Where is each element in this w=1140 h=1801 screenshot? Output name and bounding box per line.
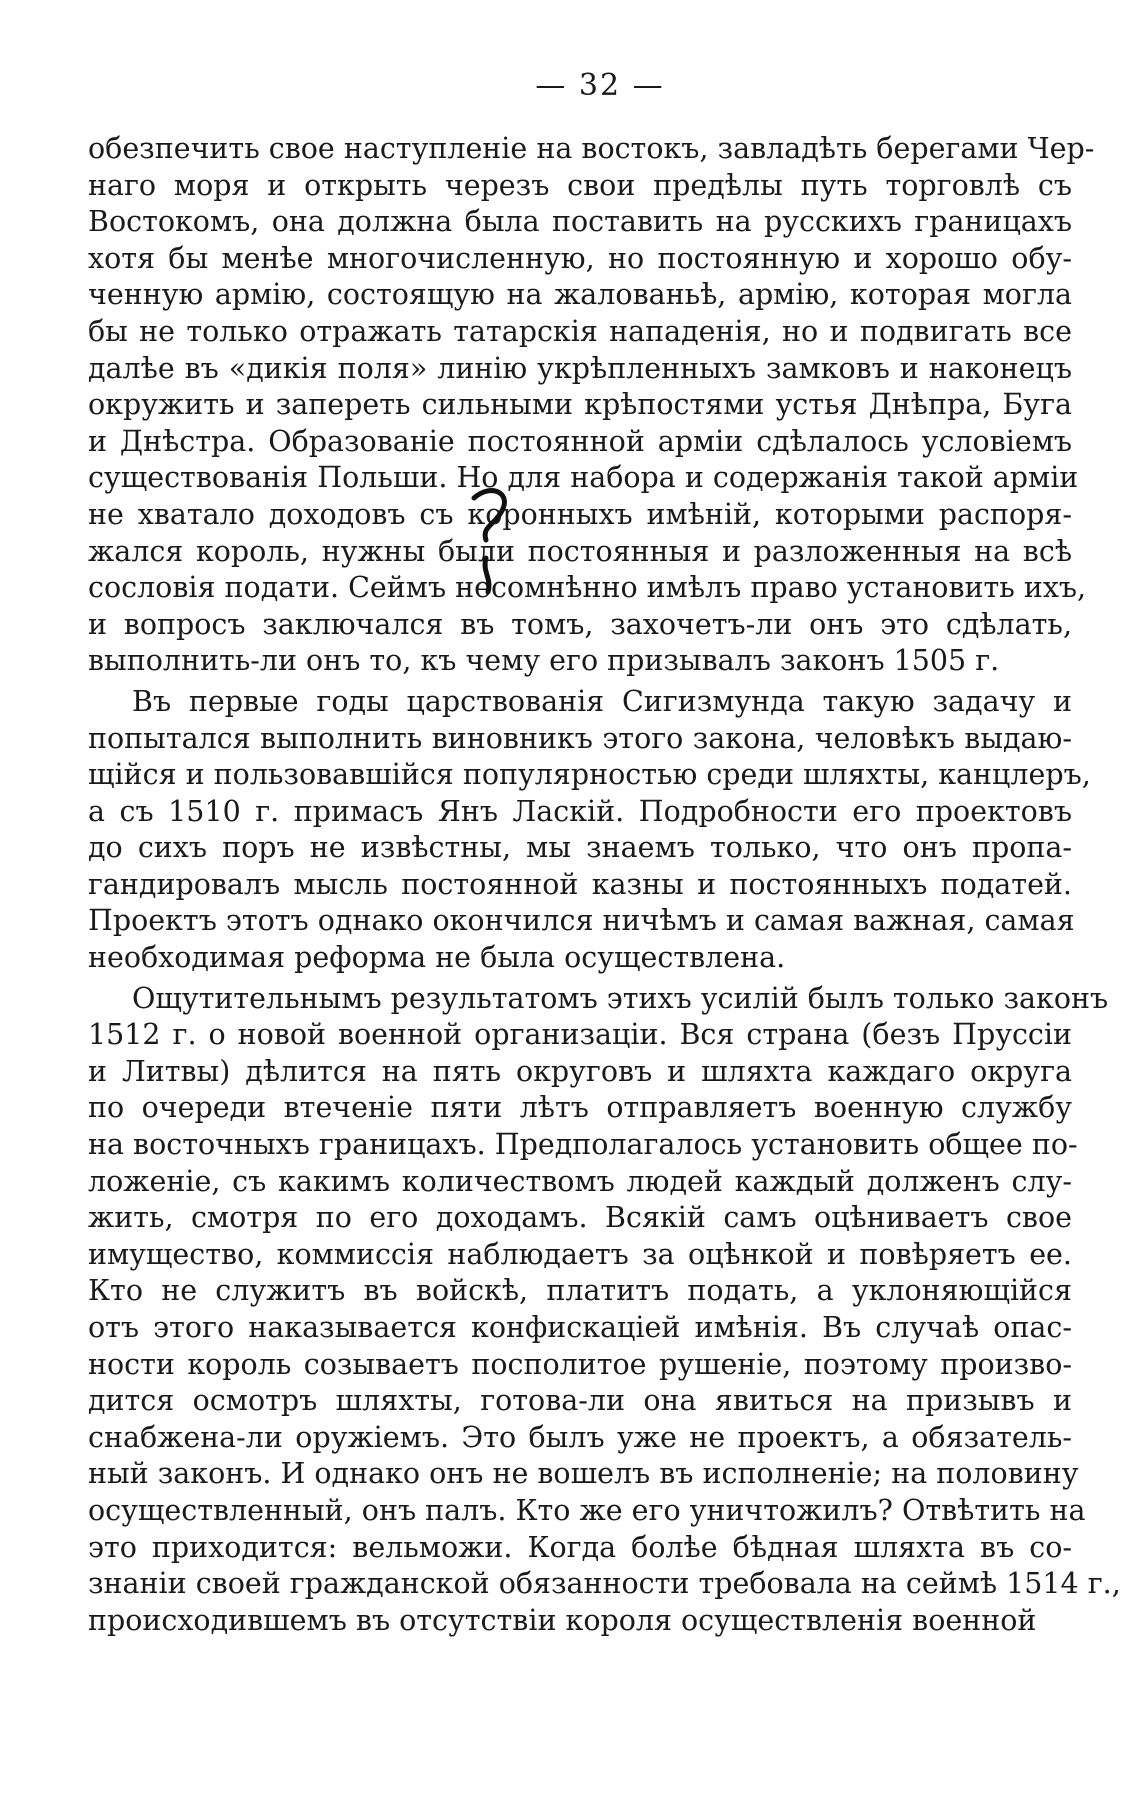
text-line: попытался выполнить виновникъ этого закона, человѣкъ выдаю-	[88, 721, 1072, 755]
text-line: сословія подати. Сеймъ несомнѣнно имѣлъ право установить ихъ,	[88, 571, 1087, 605]
text-line: Въ первые годы царствованія Сигизмунда такую задачу и	[132, 684, 1072, 718]
text-line: отъ этого наказывается конфискаціей имѣнія. Въ случаѣ опас-	[88, 1311, 1072, 1344]
text-line: хотя бы менѣе многочисленную, но постоянную и хорошо обу-	[88, 241, 1072, 275]
paragraph-2	[88, 684, 1091, 977]
text-line: Востокомъ, она должна была поставить на русскихъ границахъ	[88, 205, 1072, 239]
paragraph-1	[88, 131, 1095, 680]
text-line: гандировалъ мысль постоянной казны и постоянныхъ податей.	[88, 867, 1072, 901]
text-line: снабжена-ли оружіемъ. Это былъ уже не проектъ, а обязатель-	[88, 1420, 1072, 1454]
text-line: и Литвы) дѣлится на пять округовъ и шляхта каждаго округа	[88, 1054, 1072, 1088]
text-line: это приходится: вельможи. Когда болѣе бѣдная шляхта въ со-	[88, 1530, 1072, 1564]
text-line: ный законъ. И однако онъ не вошелъ въ исполненіе; на половину	[88, 1457, 1079, 1491]
text-line: до сихъ поръ не извѣстны, мы знаемъ только, что онъ пропа-	[88, 831, 1072, 865]
text-line: Ощутительнымъ результатомъ этихъ усилій былъ только законъ	[132, 981, 1109, 1015]
text-line: бы не только отражать татарскія нападенія, но и подвигать все	[88, 314, 1072, 348]
text-line: ченную армію, состоящую на жалованьѣ, армію, которая могла	[88, 278, 1072, 312]
text-line: 1512 г. о новой военной организаціи. Вся страна (безъ Пруссіи	[88, 1018, 1072, 1052]
text-line: осуществленный, онъ палъ. Кто же его уничтожилъ? Отвѣтить на	[88, 1493, 1086, 1527]
text-line: необходимая реформа не была осуществлена.	[88, 941, 786, 975]
text-line: далѣе въ «дикія поля» линію укрѣпленныхъ замковъ и наконецъ	[88, 351, 1072, 385]
text-line: жался король, нужны были постоянныя и разложенныя на всѣ	[88, 534, 1072, 568]
text-line: ложеніе, съ какимъ количествомъ людей каждый долженъ слу-	[88, 1164, 1072, 1198]
text-line: щійся и пользовавшійся популярностью среди шляхты, канцлеръ,	[88, 758, 1091, 792]
text-line: выполнить-ли онъ то, къ чему его призывалъ законъ 1505 г.	[88, 644, 1000, 678]
text-line: жить, смотря по его доходамъ. Всякій самъ оцѣниваетъ свое	[88, 1201, 1072, 1235]
paragraph-3	[88, 981, 1121, 1640]
text-line: существованія Польши. Но для набора и содержанія такой арміи	[88, 461, 1079, 495]
text-line: обезпечить свое наступленіе на востокъ, завладѣть берегами Чер-	[88, 132, 1095, 165]
text-line: и Днѣстра. Образованіе постоянной арміи сдѣлалось условіемъ	[88, 424, 1072, 458]
text-line: наго моря и открыть черезъ свои предѣлы путь торговлѣ съ	[88, 168, 1072, 202]
text-line: по очереди втеченіе пяти лѣтъ отправляетъ военную службу	[88, 1091, 1072, 1125]
text-line: имущество, коммиссія наблюдаетъ за оцѣнкой и повѣряетъ ее.	[88, 1237, 1072, 1271]
text-line: окружить и запереть сильными крѣпостями устья Днѣпра, Буга	[88, 388, 1072, 422]
text-line: ности король созываетъ посполитое рушеніе, поэтому произво-	[88, 1347, 1072, 1381]
text-line: не хватало доходовъ съ коронныхъ имѣній, которыми распоря-	[88, 497, 1072, 531]
text-line: а съ 1510 г. примасъ Янъ Ласкій. Подробности его проектовъ	[88, 794, 1072, 828]
page-number: — 32 —	[535, 68, 665, 103]
text-line: и вопросъ заключался въ томъ, захочетъ-ли онъ это сдѣлать,	[88, 607, 1072, 641]
text-line: происходившемъ въ отсутствіи короля осуществленія военной	[88, 1603, 1037, 1637]
text-line: дится осмотръ шляхты, готова-ли она явиться на призывъ и	[88, 1384, 1072, 1418]
text-line: Проектъ этотъ однако окончился ничѣмъ и самая важная, самая	[88, 904, 1075, 938]
text-line: на восточныхъ границахъ. Предполагалось установить общее по-	[88, 1128, 1078, 1162]
document-page	[88, 68, 1121, 1639]
text-line: знаніи своей гражданской обязанности требовала на сеймѣ 1514 г.,	[88, 1567, 1121, 1601]
text-line: Кто не служитъ въ войскѣ, платитъ подать, а уклоняющійся	[88, 1274, 1072, 1308]
